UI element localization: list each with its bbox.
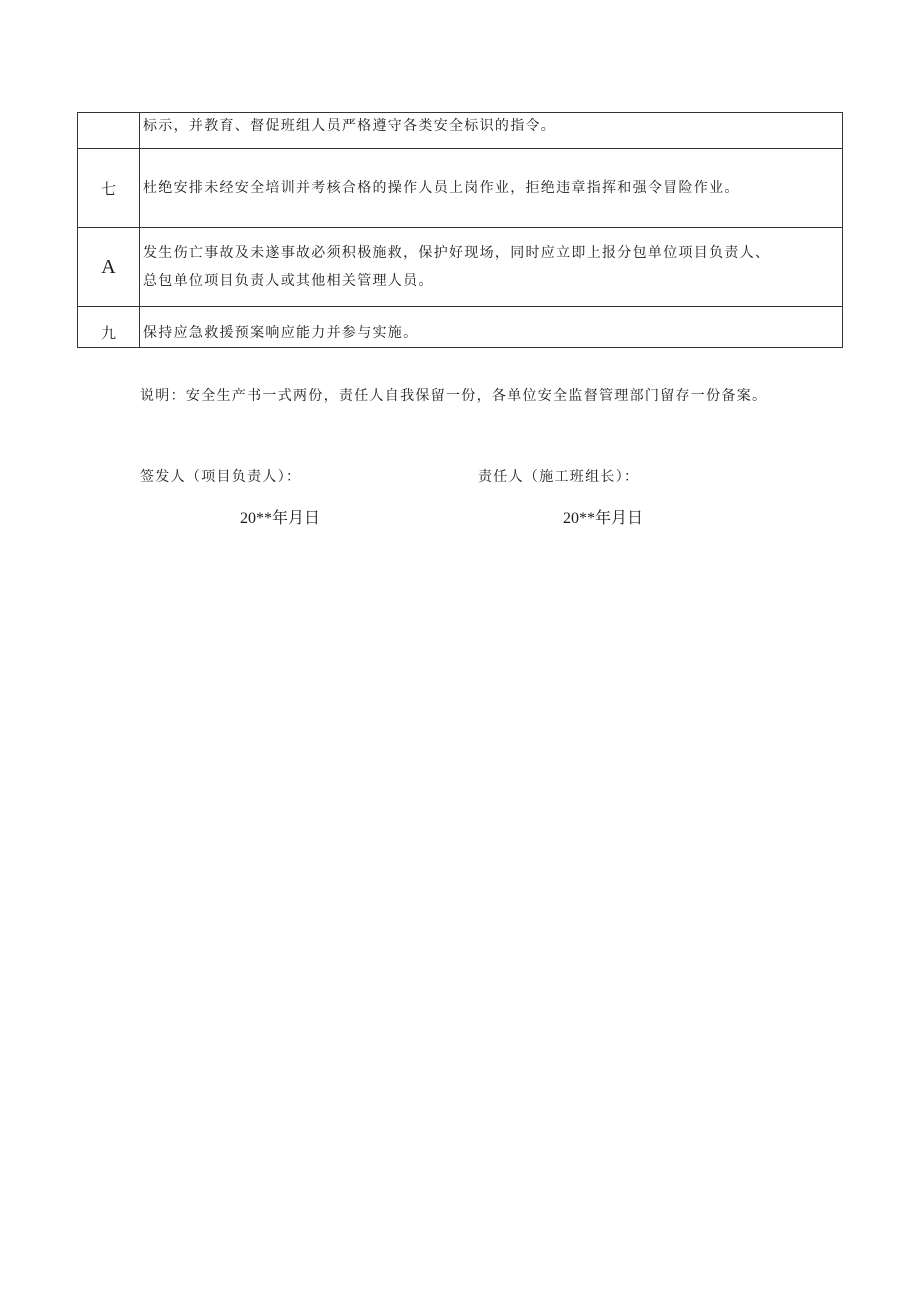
item-text <box>140 228 843 307</box>
item-text: 保持应急救援预案响应能力并参与实施。 <box>140 307 843 348</box>
item-text-line: 总包单位项目负责人或其他相关管理人员。 <box>143 273 434 289</box>
issuer-date: 20**年月日 <box>240 510 321 527</box>
table-row <box>78 149 843 228</box>
item-text: 标示，并教育、督促班组人员严格遵守各类安全标识的指令。 <box>140 113 843 149</box>
item-text-line: 发生伤亡事故及未遂事故必须积极施救，保护好现场，同时应立即上报分包单位项目负责人、 <box>143 245 771 261</box>
table-row <box>78 113 843 149</box>
table-row <box>78 228 843 307</box>
responsible-signature-label: 责任人（施工班组长）： <box>478 469 640 485</box>
item-number: 九 <box>78 307 140 348</box>
responsibility-table <box>77 112 843 348</box>
item-text: 杜绝安排未经安全培训并考核合格的操作人员上岗作业，拒绝违章指挥和强令冒险作业。 <box>140 149 843 228</box>
item-number: 七 <box>78 149 140 228</box>
item-number: A <box>78 228 140 307</box>
document-note: 说明：安全生产书一式两份，责任人自我保留一份，各单位安全监督管理部门留存一份备案。 <box>140 388 768 404</box>
responsible-date: 20**年月日 <box>563 510 644 527</box>
item-number <box>78 113 140 149</box>
table-row <box>78 307 843 348</box>
issuer-signature-label: 签发人（项目负责人）： <box>140 469 302 485</box>
